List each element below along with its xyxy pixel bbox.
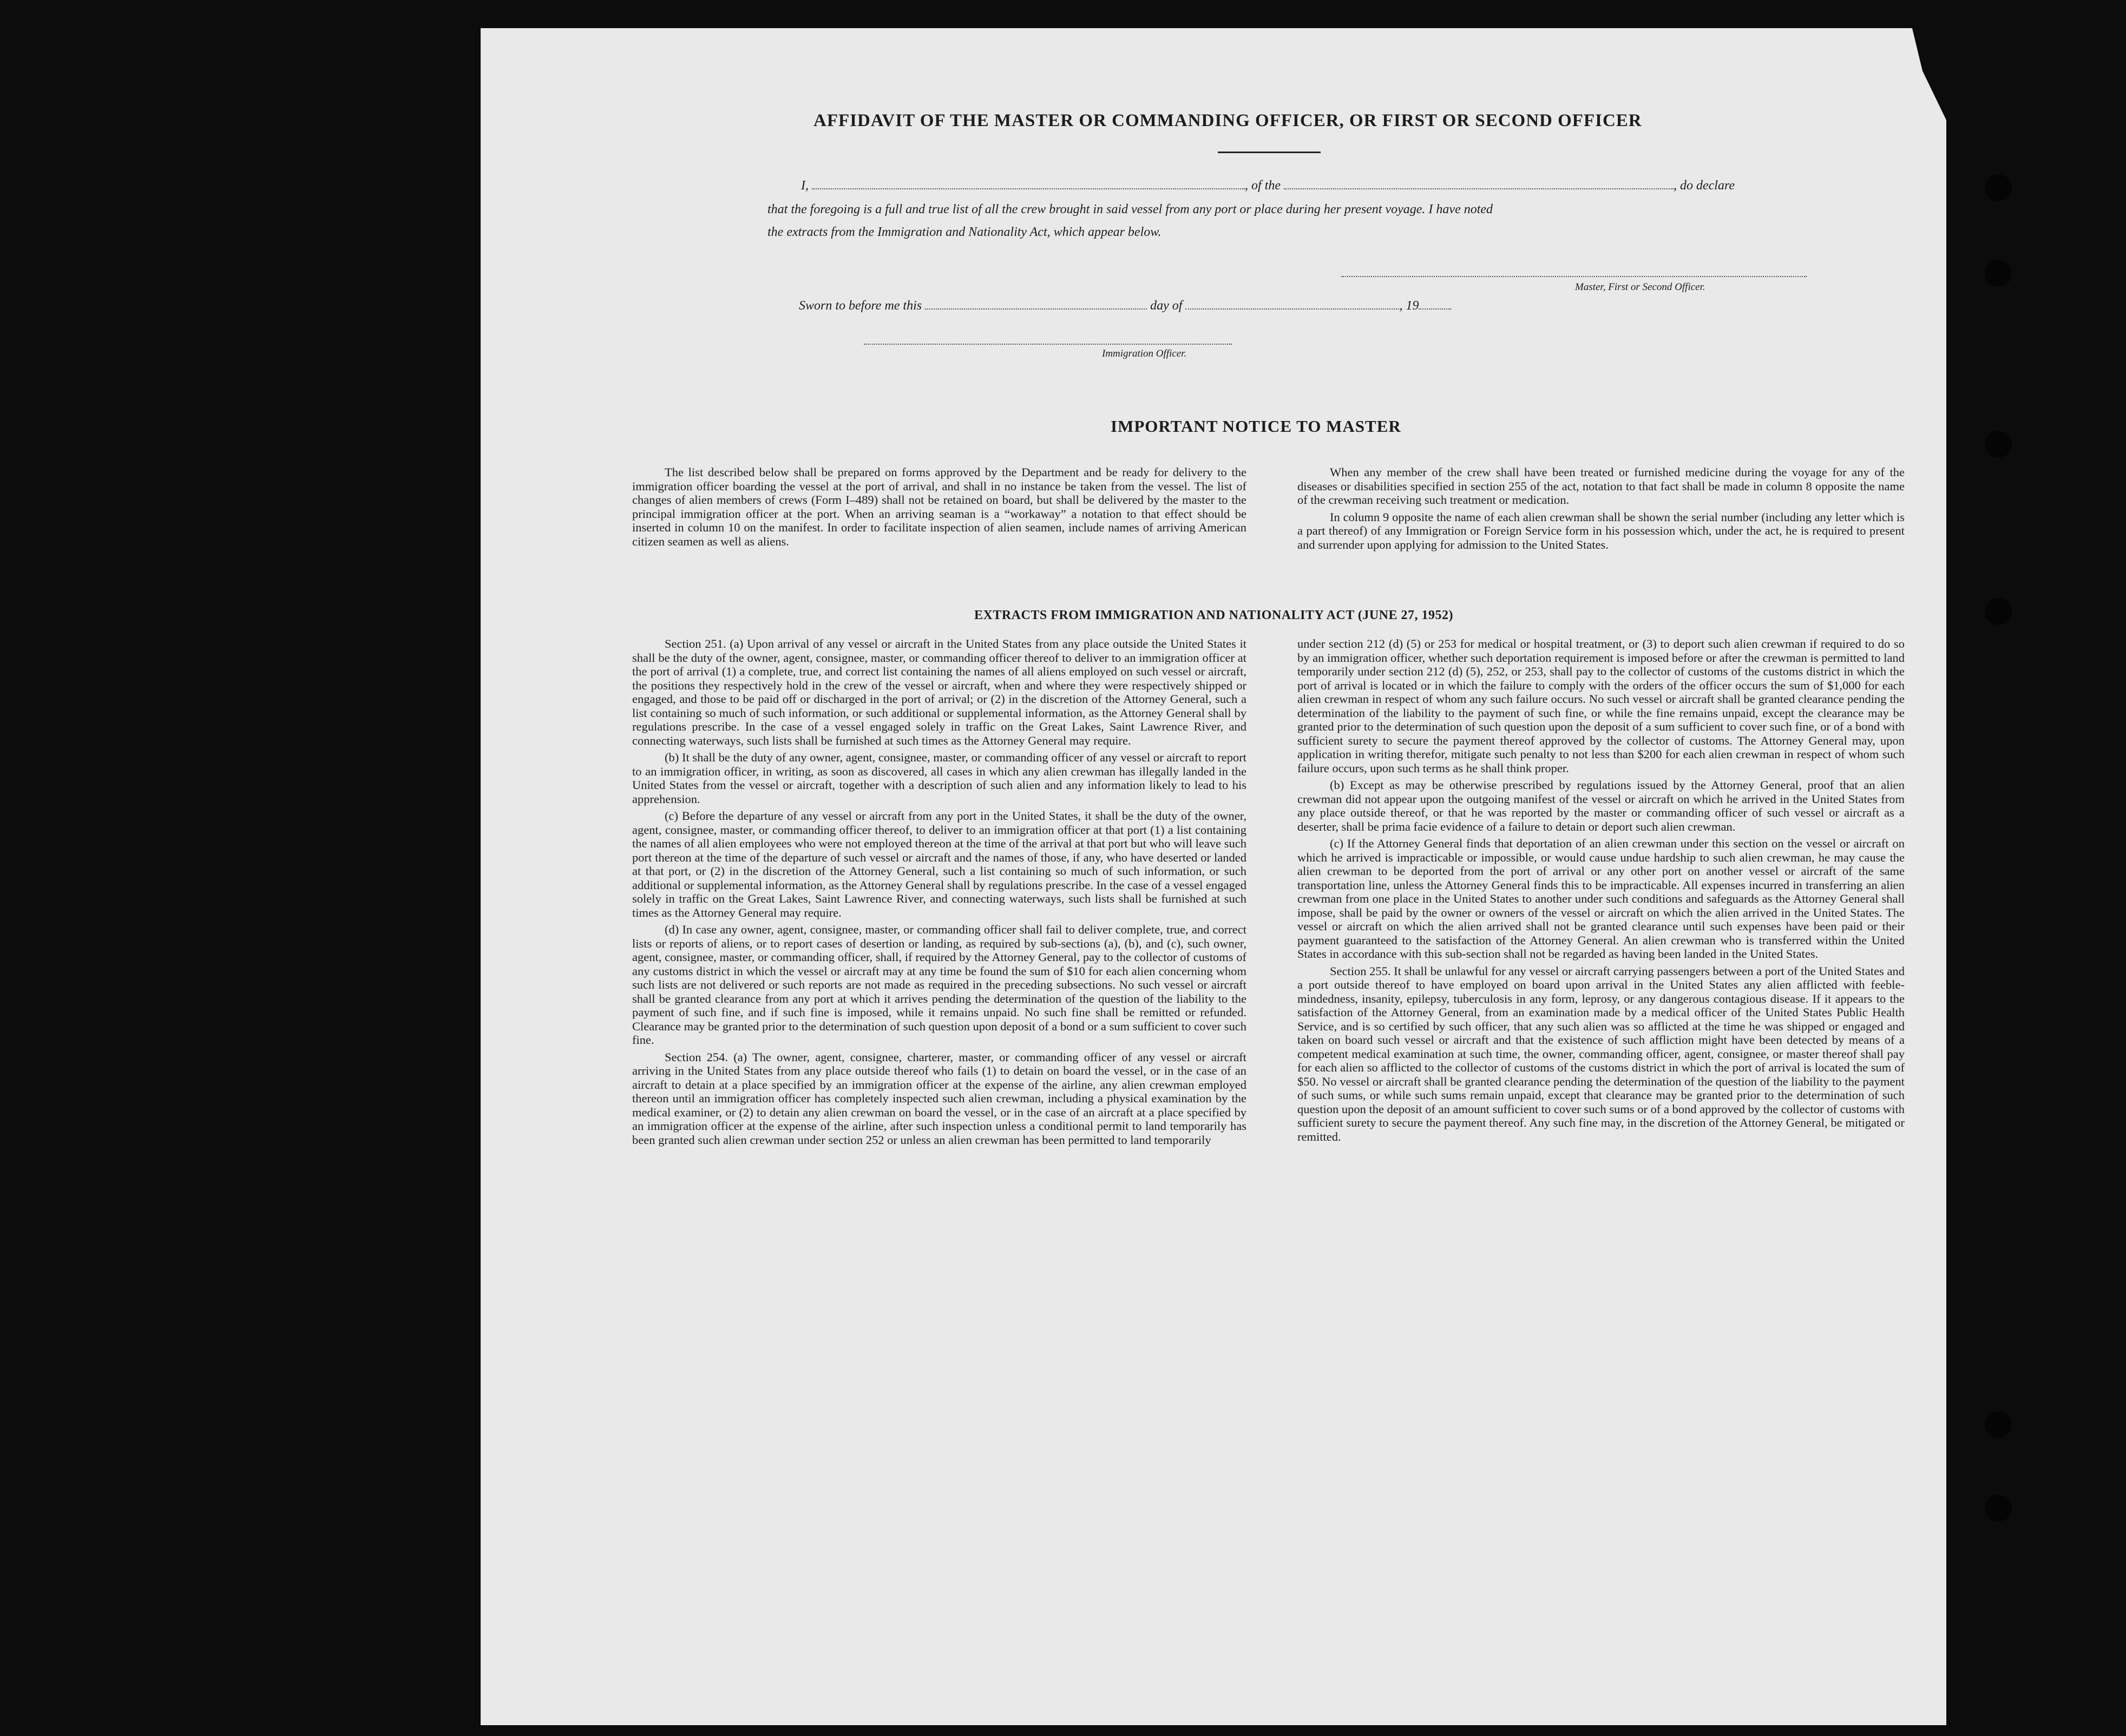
punch-hole [1985,1495,2012,1522]
officer-signature-line[interactable] [864,338,1232,345]
declarant-name-field[interactable] [812,179,1245,189]
act-paragraph: under section 212 (d) (5) or 253 for medical or hospital treatment, or (3) to deport such alien crewman if required to do so by an immigration officer, whether such deportation requirement is imposed before or after the crewman is permitted to land temporarily under section 212 (d) (5), 252, or 253, shall pay to the collector of customs of the customs district in which the port of arrival is located or in which the failure to comply with the orders of the officer occurs the sum of $1,000 for each alien crewman in respect of whom any such failure occurs. No such vessel or aircraft shall be granted clearance pending the determination of the liability to the payment of such fine, or while the fine remains unpaid, except the clearance may be granted prior to the determination of such question upon the deposit of a sum sufficient to cover such fine, or of a bond with sufficient surety to secure the payment thereof approved by the collector of customs. The Attorney General may, upon application in writing therefor, mitigate such penalty to not less than $200 for each alien crewman in respect of whom such failure occurs, upon such terms as he shall think proper. [1297,637,1905,775]
punch-hole [1985,174,2012,201]
affidavit-title: AFFIDAVIT OF THE MASTER OR COMMANDING OFFICER, OR FIRST OR SECOND OFFICER [813,111,1642,130]
sworn-date-field[interactable] [925,299,1147,310]
extracts-right-column [1297,637,1905,1147]
sworn-month-field[interactable] [1185,299,1399,310]
declaration-line-1 [801,179,1735,193]
vessel-name-field[interactable] [1284,179,1674,189]
act-paragraph: (b) It shall be the duty of any owner, agent, consignee, master, or commanding officer of any vessel or aircraft to report to an immigration officer, in writing, as soon as discovered, all cases in which any alien crewman has illegally landed in the United States from the vessel or aircraft, together with a description of such alien and any information likely to lead to his apprehension. [632,751,1246,806]
title-rule [1218,152,1321,153]
act-paragraph: Section 255. It shall be unlawful for any vessel or aircraft carrying passengers between a port of the United States and a port outside thereof to have employed on board upon arrival in the United States any alien afflicted with feeble-mindedness, insanity, epilepsy, tuberculosis in any form, leprosy, or any dangerous contagious disease. If it appears to the satisfaction of the Attorney General, from an examination made by a medical officer of the United States Public Health Service, and is so certified by such officer, that any such alien was so afflicted at the time he was shipped or engaged and taken on board such vessel or aircraft and that the existence of such affliction might have been detected by means of a competent medical examination at such time, the owner, commanding officer, agent, consignee, or master thereof shall pay for each alien so afflicted to the collector of customs of the customs district in which the port of arrival is located the sum of $50. No vessel or aircraft shall be granted clearance pending the determination of the question of the liability to the payment of such sums, or while such sums remain unpaid, except that clearance may be granted prior to the determination of such question upon the deposit of an amount sufficient to cover such sums or of a bond approved by the collector of customs with sufficient surety to secure the payment thereof. Any such fine may, in the discretion of the Attorney General, be mitigated or remitted. [1297,964,1905,1143]
act-paragraph: (c) Before the departure of any vessel or aircraft from any port in the United States, it shall be the duty of the owner, agent, consignee, master, or commanding officer thereof, to deliver to an immigration officer at that port (1) a list containing the names of all alien employees who were not employed thereon at the time of the arrival at that port but who will leave such port thereon at the time of the departure of such vessel or aircraft and the names of those, if any, who have deserted or landed at that port, or (2) in the discretion of the Attorney General, such a list containing so much of such information, or such additional or supplemental information, as the Attorney General shall by regulations prescribe. In the case of a vessel engaged solely in traffic on the Great Lakes, Saint Lawrence River, and connecting waterways, such lists shall be furnished at such times as the Attorney General may require. [632,809,1246,919]
sworn-year-field[interactable] [1419,299,1451,310]
sworn-line [799,299,1451,313]
act-paragraph: (c) If the Attorney General finds that deportation of an alien crewman under this section on the vessel or aircraft on which he arrived is impracticable or impossible, or would cause undue hardship to such alien crewman, he may cause the alien crewman to be deported from the port of arrival or any other port on another vessel or aircraft of the same transportation line, unless the Attorney General finds this to be impracticable. All expenses incurred in transferring an alien crewman from one place in the United States to another under such conditions and safeguards as the Attorney General shall impose, shall be paid by the owner or owners of the vessel or aircraft on which the alien arrived in the United States. The vessel or aircraft on which the alien arrived shall not be granted clearance until such expenses have been paid or their payment guaranteed to the satisfaction of the Attorney General. An alien crewman who is transferred within the United States in accordance with this sub-section shall not be regarded as having been landed in the United States. [1297,837,1905,961]
punch-hole [1985,431,2012,458]
day-of-label: day of [1150,299,1183,313]
declarant-prefix: I, [801,179,809,193]
punch-hole [1985,260,2012,287]
declaration-line-3: the extracts from the Immigration and Nationality Act, which appear below. [767,225,1162,239]
notice-paragraph: When any member of the crew shall have been treated or furnished medicine during the voyage for any of the diseases or disabilities specified in section 255 of the act, notation to that fact shall be made in column 8 opposite the name of the crewman receiving such treatment or medication. [1297,465,1905,507]
notice-title: IMPORTANT NOTICE TO MASTER [1111,417,1401,436]
of-the-label: , of the [1245,179,1281,193]
master-signature-line[interactable] [1341,271,1807,277]
declaration-line-2: that the foregoing is a full and true list of all the crew brought in said vessel from any port or place during her present voyage. I have noted [767,202,1493,216]
extracts-left-column [632,637,1246,1150]
act-paragraph: Section 254. (a) The owner, agent, consignee, charterer, master, or commanding officer of any vessel or aircraft arriving in the United States from any place outside thereof who fails (1) to detain on board the vessel, or in the case of an aircraft to detain at a place specified by an immigration officer at the expense of the airline, any alien crewman employed thereon until an immigration officer has completely inspected such alien crewman, including a physical examination by the medical examiner, or (2) to detain any alien crewman on board the vessel, or in the case of an aircraft at a place specified by an immigration officer at the expense of the airline, after such inspection unless a conditional permit to land temporarily has been granted such alien crewman under section 252 or unless an alien crewman has been permitted to land temporarily [632,1050,1246,1147]
notice-left-column [632,465,1246,551]
master-signature-label: Master, First or Second Officer. [1575,281,1705,293]
sworn-label: Sworn to before me this [799,299,922,313]
notice-paragraph: In column 9 opposite the name of each alien crewman shall be shown the serial number (including any letter which is a part thereof) of any Immigration or Foreign Service form in his possession which, under the act, he is required to present and surrender upon applying for admission to the United States. [1297,510,1905,551]
notice-paragraph: The list described below shall be prepared on forms approved by the Department and be ready for delivery to the immigration officer boarding the vessel at the port of arrival, and shall in no instance be taken from the vessel. The list of changes of alien members of crews (Form I–489) shall not be retained on board, but shall be delivered by the master to the principal immigration officer at the port. When an arriving seaman is a “workaway” a notation to that effect should be inserted in column 10 on the manifest. In order to facilitate inspection of alien seamen, include names of arriving American citizen seamen as well as aliens. [632,465,1246,548]
do-declare-label: , do declare [1674,179,1735,193]
notice-right-column [1297,465,1905,555]
punch-hole [1985,1411,2012,1438]
act-paragraph: Section 251. (a) Upon arrival of any vessel or aircraft in the United States from any place outside the United States it shall be the duty of the owner, agent, consignee, master, or commanding officer thereof to deliver to an immigration officer at the port of arrival (1) a complete, true, and correct list containing the names of all aliens employed on such vessel or aircraft, the positions they respectively hold in the crew of the vessel or aircraft, when and where they were respectively shipped or engaged, and those to be paid off or discharged in the port of arrival; or (2) in the discretion of the Attorney General, such a list containing so much of such information, or such additional or supplemental information, as the Attorney General shall by regulations prescribe. In the case of a vessel engaged solely in traffic on the Great Lakes, Saint Lawrence River, and connecting waterways, such lists shall be furnished at such times as the Attorney General may require. [632,637,1246,747]
act-paragraph: (b) Except as may be otherwise prescribed by regulations issued by the Attorney General, proof that an alien crewman did not appear upon the outgoing manifest of the vessel or aircraft on which he arrived in the United States from any place outside thereof, or that he was reported by the master or commanding officer of such vessel or aircraft as a deserter, shall be prima facie evidence of a failure to detain or deport such alien crewman. [1297,778,1905,833]
officer-signature-label: Immigration Officer. [1102,348,1187,359]
act-paragraph: (d) In case any owner, agent, consignee, master, or commanding officer shall fail to deliver complete, true, and correct lists or reports of aliens, or to report cases of desertion or landing, as required by sub-sections (a), (b), and (c), such owner, agent, consignee, master, or commanding officer, shall, if required by the Attorney General, pay to the collector of customs of any customs district in which the vessel or aircraft may at any time be found the sum of $10 for each alien concerning whom such lists are not delivered or such reports are not made as required in the preceding subsections. No such vessel or aircraft shall be granted clearance from any port at which it arrives pending the determination of the question of the liability to the payment of such fine, and if such fine is imposed, while it remains unpaid. No such fine shall be remitted or refunded. Clearance may be granted prior to the determination of such question upon deposit of a bond or a sum sufficient to cover such fine. [632,923,1246,1047]
punch-hole [1985,598,2012,625]
extracts-title: EXTRACTS FROM IMMIGRATION AND NATIONALITY ACT (JUNE 27, 1952) [974,608,1453,622]
year-label: , 19 [1399,299,1419,313]
